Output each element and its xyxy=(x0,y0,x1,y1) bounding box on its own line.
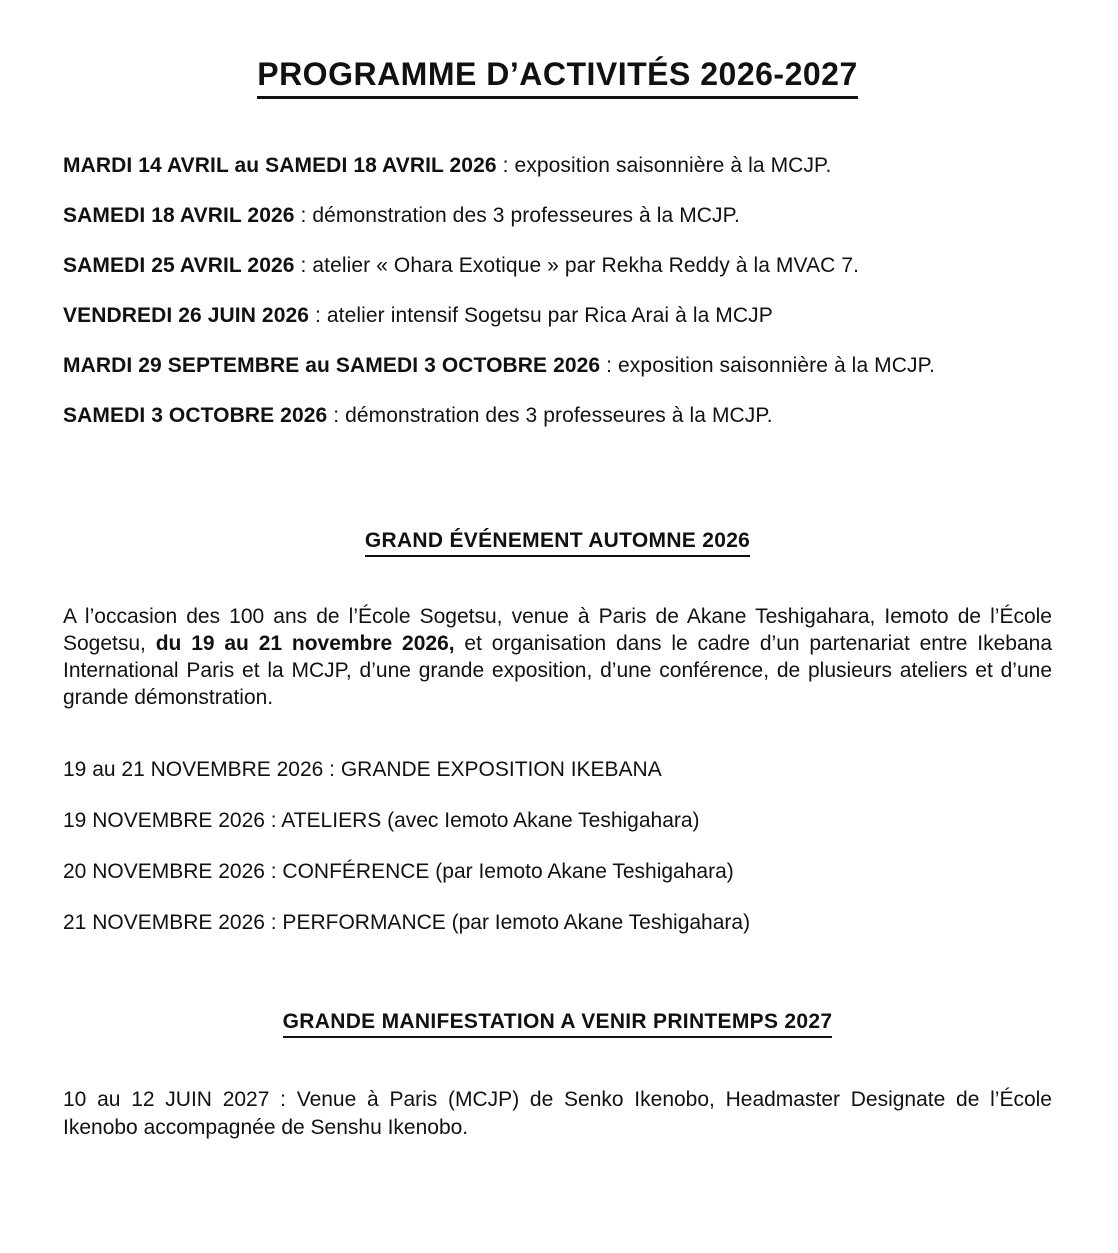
autumn-program-item: 21 NOVEMBRE 2026 : PERFORMANCE (par Iemoto Akane Teshigahara) xyxy=(63,911,751,934)
event-line xyxy=(63,205,1052,227)
autumn-intro-bold-dates: du 19 au 21 novembre 2026, xyxy=(155,632,455,655)
event-description: atelier « Ohara Exotique » par Rekha Reddy à la MVAC 7. xyxy=(312,254,860,277)
event-separator: : xyxy=(294,254,313,277)
event-line xyxy=(63,255,1052,277)
event-description: démonstration des 3 professeures à la MCJP. xyxy=(312,204,740,227)
section-heading-autumn-text: GRAND ÉVÉNEMENT AUTOMNE 2026 xyxy=(365,529,750,557)
page-title xyxy=(63,56,1052,99)
autumn-program-list xyxy=(63,759,1052,934)
autumn-program-item: 20 NOVEMBRE 2026 : CONFÉRENCE (par Iemoto Akane Teshigahara) xyxy=(63,860,734,883)
event-description: démonstration des 3 professeures à la MCJP. xyxy=(345,404,773,427)
section-heading-autumn xyxy=(63,529,1052,557)
autumn-intro-paragraph xyxy=(63,603,1052,711)
event-description: exposition saisonnière à la MCJP. xyxy=(514,154,832,177)
event-date: SAMEDI 18 AVRIL 2026 xyxy=(63,204,295,227)
event-description: atelier intensif Sogetsu par Rica Arai à la MCJP xyxy=(326,304,773,327)
autumn-intro-part1: A l’occasion des 100 ans de l’École Sogetsu, venue à Paris de Akane Teshigahara, Iemoto de l’École Sogetsu, xyxy=(63,605,1052,655)
event-date: SAMEDI 3 OCTOBRE 2026 xyxy=(63,404,328,427)
autumn-intro-part2: et organisation dans le cadre d’un partenariat entre Ikebana International Paris et la MCJP, d’une grande exposition, d’une conférence, de plusieurs ateliers et d’une grande démonstration. xyxy=(63,632,1053,709)
section-heading-spring-text: GRANDE MANIFESTATION A VENIR PRINTEMPS 2027 xyxy=(283,1010,833,1038)
event-line xyxy=(63,355,1052,377)
event-date: MARDI 29 SEPTEMBRE au SAMEDI 3 OCTOBRE 2026 xyxy=(63,354,601,377)
event-separator: : xyxy=(327,404,346,427)
event-date: MARDI 14 AVRIL au SAMEDI 18 AVRIL 2026 xyxy=(63,154,497,177)
event-separator: : xyxy=(600,354,619,377)
event-separator: : xyxy=(496,154,515,177)
event-description: exposition saisonnière à la MCJP. xyxy=(618,354,935,377)
event-date: SAMEDI 25 AVRIL 2026 xyxy=(63,254,295,277)
autumn-program-item: 19 au 21 NOVEMBRE 2026 : GRANDE EXPOSITION IKEBANA xyxy=(63,758,662,781)
event-separator: : xyxy=(309,304,327,327)
page-title-text: PROGRAMME D’ACTIVITÉS 2026-2027 xyxy=(257,56,858,99)
events-section xyxy=(63,155,1052,427)
event-line xyxy=(63,155,1052,177)
event-line xyxy=(63,305,1052,327)
section-heading-spring xyxy=(63,1010,1052,1038)
autumn-program-item: 19 NOVEMBRE 2026 : ATELIERS (avec Iemoto Akane Teshigahara) xyxy=(63,809,700,832)
event-date: VENDREDI 26 JUIN 2026 xyxy=(63,304,310,327)
event-separator: : xyxy=(294,204,313,227)
event-line xyxy=(63,405,1052,427)
spring-announcement: 10 au 12 JUIN 2027 : Venue à Paris (MCJP) de Senko Ikenobo, Headmaster Designate de l’École Ikenobo accompagnée de Senshu Ikenobo. xyxy=(63,1088,1052,1139)
